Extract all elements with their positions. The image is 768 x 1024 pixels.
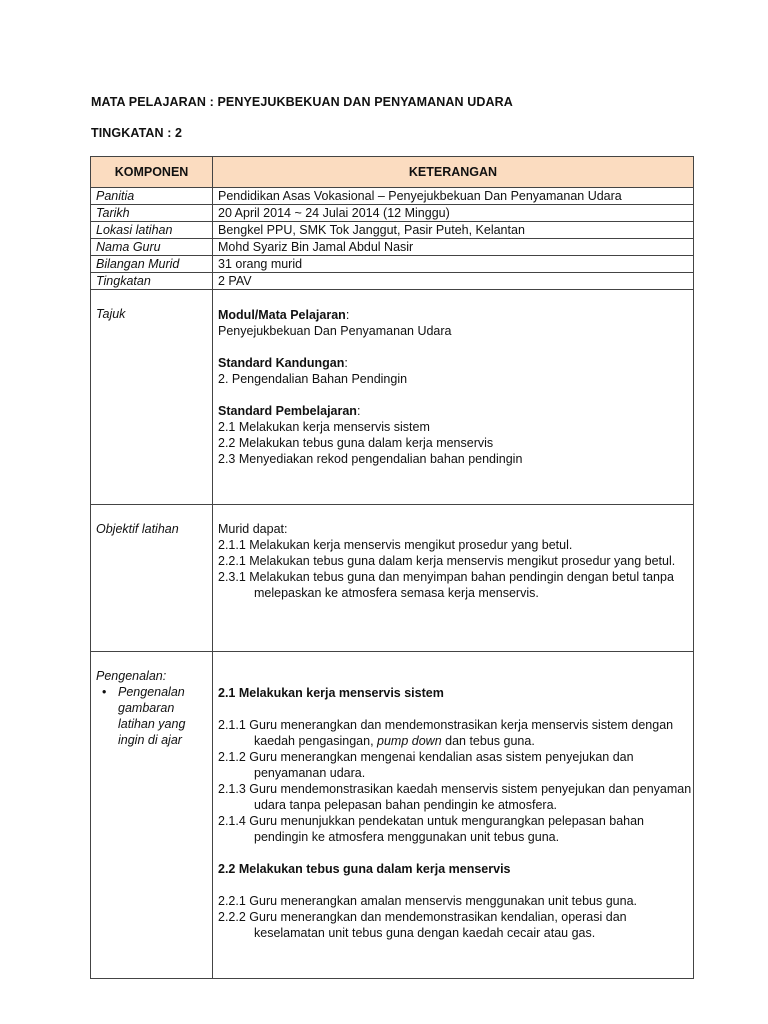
objektif-intro: Murid dapat: — [218, 522, 288, 536]
row-value: Pendidikan Asas Vokasional – Penyejukbekuan Dan Penyamanan Udara — [213, 188, 694, 205]
row-label: Lokasi latihan — [91, 222, 213, 239]
pengenalan-bullet: • Pengenalan gambaran latihan yang ingin di ajar — [118, 684, 212, 748]
info-row-tarikh — [91, 205, 694, 222]
info-row-tingkatan — [91, 273, 694, 290]
objektif-item: 2.2.1 Melakukan tebus guna dalam kerja menservis mengikut prosedur yang betul. — [218, 554, 676, 568]
tajuk-row: Tajuk Modul/Mata Pelajaran: Penyejukbekuan Dan Penyamanan Udara Standard Kandungan: 2. Pengendalian Bahan Pendingin Standard Pembelajaran: 2.1 Melakukan kerja menservis sistem 2.2 Melakukan tebus guna dalam kerja menservis 2.3 Menyediakan rekod pengendalian bahan pendingin — [91, 290, 694, 505]
standard-kandungan-heading: Standard Kandungan — [218, 356, 345, 370]
modul-heading: Modul/Mata Pelajaran — [218, 308, 346, 322]
row-label: Tarikh — [91, 205, 213, 222]
modul-value: Penyejukbekuan Dan Penyamanan Udara — [218, 324, 452, 338]
section-2-2-item: 2.2.1 Guru menerangkan amalan menservis menggunakan unit tebus guna. — [218, 894, 638, 908]
row-label: Panitia — [91, 188, 213, 205]
section-2-2-title: 2.2 Melakukan tebus guna dalam kerja menservis — [218, 862, 511, 876]
row-value: 31 orang murid — [213, 256, 694, 273]
objektif-row — [91, 505, 694, 652]
info-row-bilangan — [91, 256, 694, 273]
standard-pembelajaran-item: 2.1 Melakukan kerja menservis sistem — [218, 420, 430, 434]
objektif-label: Objektif latihan — [91, 505, 213, 652]
komponen-header: KOMPONEN — [91, 157, 213, 188]
row-label: Tingkatan — [91, 273, 213, 290]
tajuk-label: Tajuk — [91, 290, 213, 505]
section-2-1-item: 2.1.3 Guru mendemonstrasikan kaedah menservis sistem penyejukan dan penyaman udara tanpa pelepasan bahan pendingin ke atmosfera. — [218, 782, 692, 812]
standard-kandungan-value: 2. Pengendalian Bahan Pendingin — [218, 372, 408, 386]
section-2-1-item: 2.1.4 Guru menunjukkan pendekatan untuk mengurangkan pelepasan bahan pendingin ke atmosfera menggunakan unit tebus guna. — [218, 814, 645, 844]
row-label: Nama Guru — [91, 239, 213, 256]
objektif-item: 2.1.1 Melakukan kerja menservis mengikut prosedur yang betul. — [218, 538, 573, 552]
row-value: Bengkel PPU, SMK Tok Janggut, Pasir Puteh, Kelantan — [213, 222, 694, 239]
section-2-1-title: 2.1 Melakukan kerja menservis sistem — [218, 686, 444, 700]
standard-pembelajaran-item: 2.3 Menyediakan rekod pengendalian bahan pendingin — [218, 452, 523, 466]
row-value: 20 April 2014 ~ 24 Julai 2014 (12 Minggu) — [213, 205, 694, 222]
objektif-item: 2.3.1 Melakukan tebus guna dan menyimpan bahan pendingin dengan betul tanpa melepaskan ke atmosfera semasa kerja menservis. — [218, 570, 674, 600]
section-2-1-item: 2.1.2 Guru menerangkan mengenai kendalian asas sistem penyejukan dan penyamanan udara. — [218, 750, 634, 780]
pengenalan-label: Pengenalan: — [96, 669, 167, 683]
standard-pembelajaran-heading: Standard Pembelajaran — [218, 404, 357, 418]
info-row-guru — [91, 239, 694, 256]
level-heading: TINGKATAN : 2 — [91, 126, 183, 140]
row-label: Bilangan Murid — [91, 256, 213, 273]
info-row-lokasi — [91, 222, 694, 239]
row-value: Mohd Syariz Bin Jamal Abdul Nasir — [213, 239, 694, 256]
info-row-panitia — [91, 188, 694, 205]
subject-heading: MATA PELAJARAN : PENYEJUKBEKUAN DAN PENYAMANAN UDARA — [91, 95, 513, 109]
pengenalan-row — [91, 652, 694, 979]
lesson-plan-table — [90, 156, 694, 979]
row-value: 2 PAV — [213, 273, 694, 290]
keterangan-header: KETERANGAN — [213, 157, 694, 188]
standard-pembelajaran-item: 2.2 Melakukan tebus guna dalam kerja menservis — [218, 436, 494, 450]
section-2-1-item: 2.1.1 Guru menerangkan dan mendemonstrasikan kerja menservis sistem dengan kaedah pengasingan, pump down dan tebus guna. — [218, 718, 674, 748]
section-2-2-item: 2.2.2 Guru menerangkan dan mendemonstrasikan kendalian, operasi dan keselamatan unit tebus guna dengan kaedah cecair atau gas. — [218, 910, 627, 940]
